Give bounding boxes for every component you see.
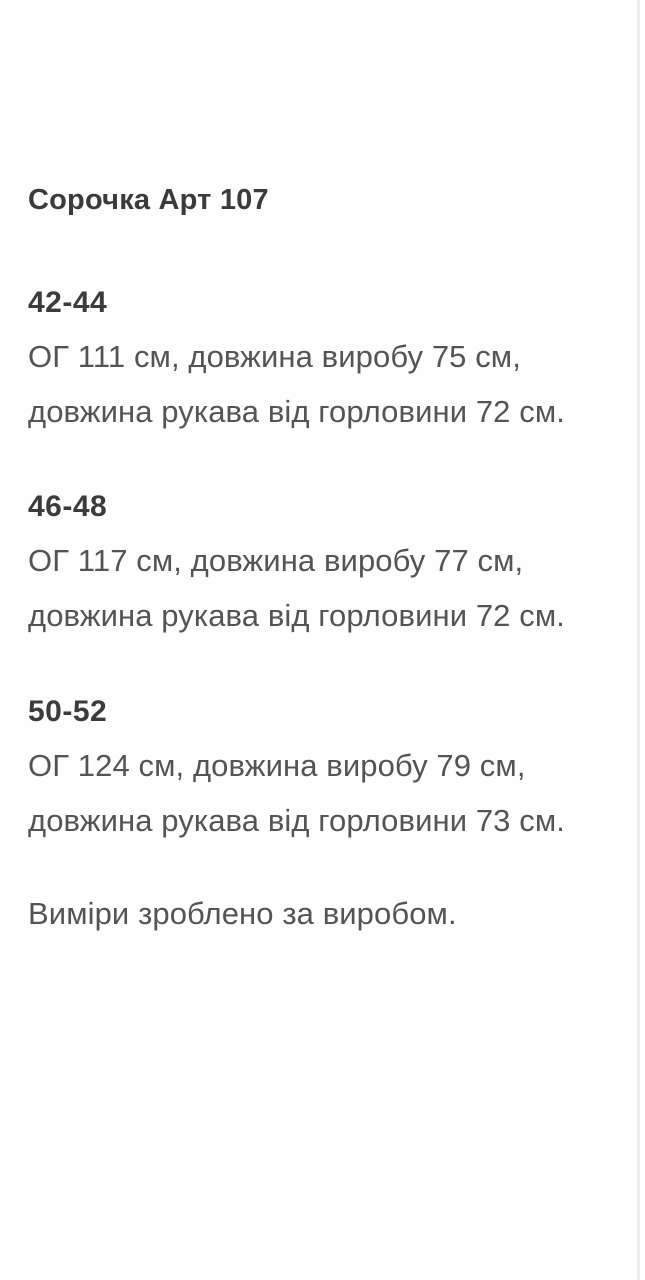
measurement-line: довжина рукава від горловини 73 см.: [28, 803, 565, 838]
measurement-line: ОГ 124 см, довжина виробу 79 см,: [28, 748, 526, 783]
size-heading: 46-48: [28, 490, 108, 523]
measurement-note: Виміри зроблено за виробом.: [28, 896, 457, 931]
size-heading: 42-44: [28, 286, 108, 319]
measurement-line: ОГ 111 см, довжина виробу 75 см,: [28, 339, 521, 374]
right-edge-divider: [637, 0, 640, 1280]
measurement-line: ОГ 117 см, довжина виробу 77 см,: [28, 543, 524, 578]
size-heading: 50-52: [28, 695, 108, 728]
measurement-line: довжина рукава від горловини 72 см.: [28, 394, 565, 429]
measurement-line: довжина рукава від горловини 72 см.: [28, 598, 565, 633]
page-title: Сорочка Арт 107: [28, 184, 269, 216]
